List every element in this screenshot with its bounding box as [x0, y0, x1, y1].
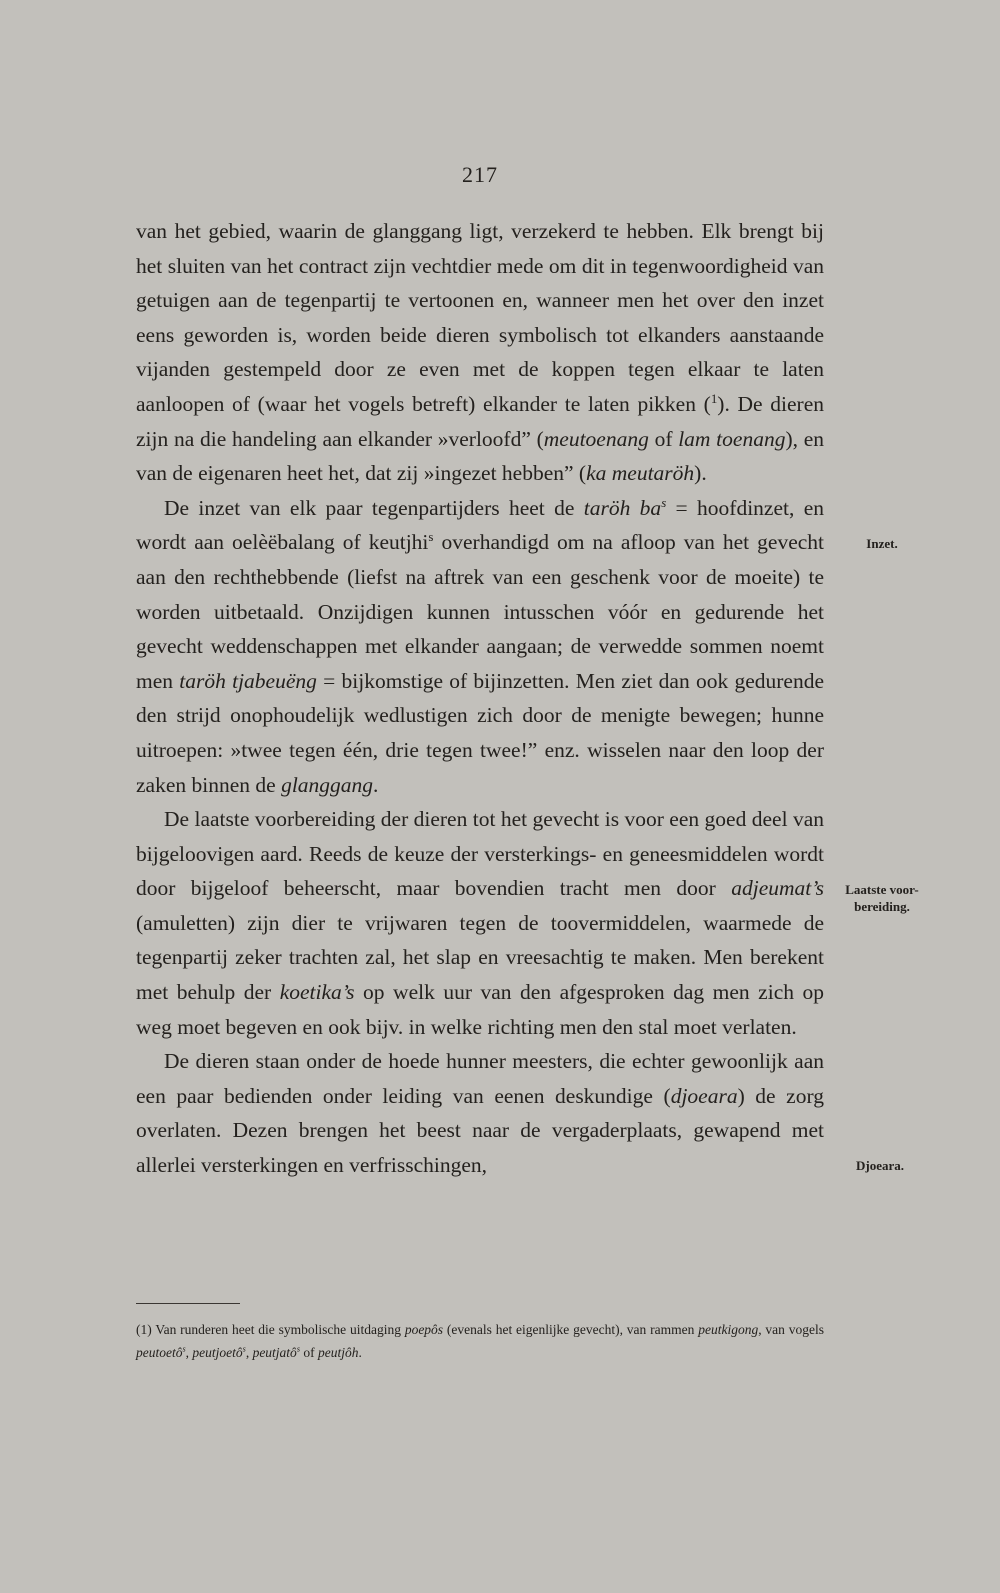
text-run: ), en van de eigenaren heet het, dat zij »ingezet hebben” (	[136, 426, 824, 486]
text-run: .	[358, 1345, 362, 1360]
text-run: ,	[185, 1345, 193, 1360]
page-number: 217	[462, 162, 498, 187]
body-text	[136, 214, 824, 1183]
text-run: De inzet van elk paar tegenpartijders heet de	[164, 495, 584, 520]
term-italic: glanggang	[281, 772, 374, 797]
superscript: s	[242, 1344, 246, 1354]
term-italic: koetika’s	[279, 980, 355, 1005]
paragraph-3	[136, 802, 824, 1044]
term-italic: meutoenang	[543, 426, 649, 451]
footnote-divider	[136, 1303, 240, 1304]
term-italic: peutjoetô	[192, 1345, 243, 1360]
text-run: .	[373, 772, 379, 797]
term-italic: peutkigong	[698, 1322, 759, 1337]
superscript: s	[296, 1344, 300, 1354]
text-run: of	[299, 1345, 318, 1360]
term-italic: peutoetô	[136, 1345, 183, 1360]
text-run: , van vogels	[758, 1322, 824, 1337]
footnote	[136, 1318, 824, 1364]
superscript: s	[182, 1344, 186, 1354]
text-run: De laatste voorbereiding der dieren tot het gevecht is voor een goed deel van bijgeloovigen aard. Reeds de keuze der versterkings- en geneesmiddelen wordt door bijgeloof beheerscht, maar bovendien tracht men door	[136, 807, 824, 901]
footnote-marker: (1)	[136, 1322, 152, 1337]
margin-note-inzet: Inzet.	[866, 536, 898, 551]
text-run: ) de zorg overlaten. Dezen brengen het beest naar de vergaderplaats, gewapend met allerlei versterkingen en verfrisschingen,	[136, 1083, 824, 1178]
text-run: van het gebied, waarin de glanggang ligt, verzekerd te hebben. Elk brengt bij het sluiten van het contract zijn vechtdier mede om dit in tegenwoordigheid van getuigen aan de tegenpartij te vertoonen en, wanneer men het over den inzet eens geworden is, worden beide dieren symbolisch tot elkanders aanstaande vijanden gestempeld door ze even met de koppen tegen elkaar te laten aanloopen of (waar het vogels betreft) elkander te laten pikken (	[136, 219, 824, 416]
term-italic: peutjôh	[317, 1345, 359, 1360]
paragraph-2	[136, 491, 824, 802]
term-italic: djoeara	[670, 1083, 738, 1108]
term-italic: ka meutaröh	[586, 461, 695, 486]
text-run: De dieren staan onder de hoede hunner meesters, die echter gewoonlijk aan een paar bedienden onder leiding van eenen deskundige (	[136, 1049, 824, 1108]
text-run: (amuletten) zijn dier te vrijwaren tegen de toovermiddelen, waarmede de tegenpartij zeker trachten zal, het slap en vreesachtig te maken. Men berekent met behulp der	[136, 910, 824, 1005]
superscript: s	[428, 530, 434, 545]
text-run: = bijkomstige of bijinzetten. Men ziet dan ook gedurende den strijd onophoudelijk wedlustigen zich door de menigte bewegen; hunne uitroepen: »twee tegen één, drie tegen twee!” enz. wisselen naar den loop der zaken binnen de	[136, 668, 824, 797]
margin-note-laatste-voorbereiding: Laatste voor-bereiding.	[845, 882, 919, 914]
term-italic: taröh tjabeuëng	[179, 668, 317, 693]
text-run: (evenals het eigenlijke gevecht), van rammen	[443, 1322, 699, 1337]
term-italic: peutjatô	[252, 1345, 297, 1360]
text-run: ). De dieren zijn na die handeling aan elkander »verloofd” (	[136, 391, 824, 451]
text-run: of	[648, 426, 679, 451]
text-run: op welk uur van den afgesproken dag men zich op weg moet begeven en ook bijv. in welke richting men den stal moet verlaten.	[136, 980, 824, 1039]
paragraph-1	[136, 214, 824, 491]
footnote-reference: 1	[710, 391, 718, 406]
superscript: s	[661, 495, 667, 510]
term-italic: adjeumat’s	[731, 876, 824, 901]
term-italic: poepôs	[404, 1322, 444, 1337]
paragraph-4	[136, 1044, 824, 1182]
text-run: overhandigd om na afloop van het gevecht aan den rechthebbende (liefst na aftrek van een geschenk voor de moeite) te worden uitbetaald. Onzijdigen kunnen intusschen vóór en gedurende het gevecht weddenschappen met elkander aangaan; de verwedde sommen noemt men	[136, 530, 825, 693]
text-run: = hoofdinzet, en wordt aan oelèëbalang of keutjhi	[136, 495, 824, 555]
text-run: Van runderen heet die symbolische uitdaging	[151, 1322, 405, 1337]
term-italic: taröh ba	[583, 495, 662, 520]
margin-note-djoeara: Djoeara.	[855, 1158, 904, 1173]
term-italic: lam toenang	[678, 426, 786, 451]
text-run: ).	[694, 461, 707, 486]
text-run: ,	[245, 1345, 253, 1360]
